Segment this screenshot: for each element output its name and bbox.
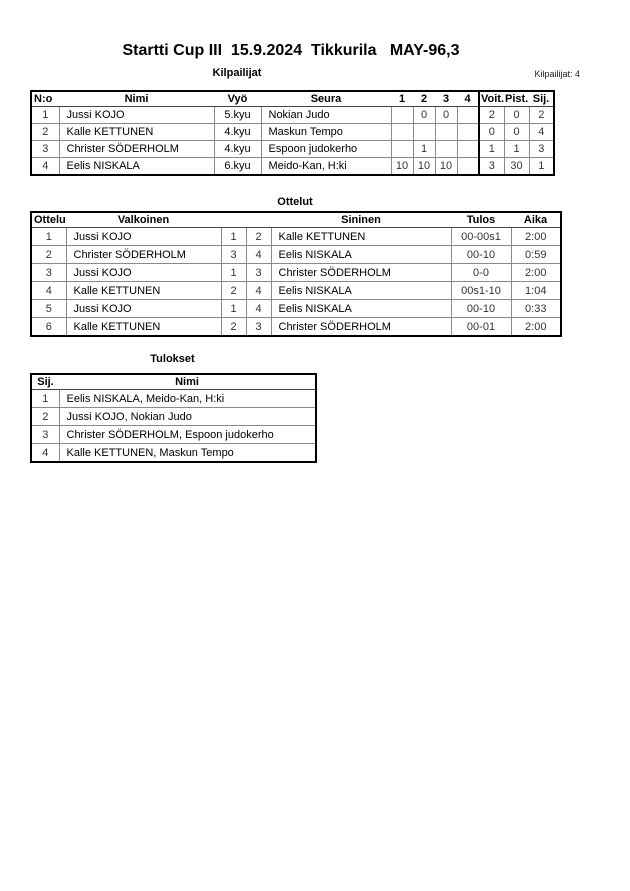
wins: 2 — [479, 107, 504, 124]
result-placement: 3 — [31, 426, 59, 444]
col-header-1: 1 — [391, 91, 413, 107]
col-header-tulos: Tulos — [451, 212, 511, 228]
match-result: 00-10 — [451, 246, 511, 264]
result-row — [31, 444, 316, 463]
competitor-belt: 4.kyu — [214, 124, 261, 141]
placement: 2 — [529, 107, 554, 124]
col-header-voit: Voit. — [481, 93, 505, 105]
wins: 1 — [479, 141, 504, 158]
points: 30 — [504, 158, 529, 176]
score-vs-2 — [413, 124, 435, 141]
placement: 3 — [529, 141, 554, 158]
score-vs-3: 0 — [435, 107, 457, 124]
competitor-count: Kilpailijat: 4 — [534, 69, 580, 79]
score-vs-3 — [435, 141, 457, 158]
section-label-kilpailijat: Kilpailijat — [212, 67, 262, 79]
wins: 0 — [479, 124, 504, 141]
competitor-club: Meido-Kan, H:ki — [261, 158, 391, 176]
blue-name: Christer SÖDERHOLM — [271, 318, 451, 337]
col-header-valkoinen: Valkoinen — [66, 212, 221, 228]
match-number: 1 — [31, 228, 66, 246]
competitor-belt: 5.kyu — [214, 107, 261, 124]
result-row — [31, 390, 316, 408]
competitor-club: Nokian Judo — [261, 107, 391, 124]
col-header-ottelu: Ottelu — [31, 212, 66, 228]
result-name: Jussi KOJO, Nokian Judo — [59, 408, 316, 426]
section-label-tulokset: Tulokset — [150, 353, 195, 365]
white-name: Christer SÖDERHOLM — [66, 246, 221, 264]
blue-number: 3 — [246, 264, 271, 282]
tulokset-header-row — [31, 374, 316, 390]
col-header-2: 2 — [413, 91, 435, 107]
result-row — [31, 426, 316, 444]
result-placement: 4 — [31, 444, 59, 463]
competitor-number: 2 — [31, 124, 59, 141]
competitor-row — [31, 141, 554, 158]
match-number: 6 — [31, 318, 66, 337]
competitor-name: Kalle KETTUNEN — [59, 124, 214, 141]
col-header-sij: Sij. — [529, 91, 554, 107]
match-time: 2:00 — [511, 228, 561, 246]
ottelut-table — [30, 211, 562, 337]
match-time: 0:33 — [511, 300, 561, 318]
competitor-name: Jussi KOJO — [59, 107, 214, 124]
score-vs-1 — [391, 141, 413, 158]
white-name: Kalle KETTUNEN — [66, 282, 221, 300]
col-header-nimi: Nimi — [59, 91, 214, 107]
blue-name: Eelis NISKALA — [271, 246, 451, 264]
competitor-row — [31, 124, 554, 141]
match-result: 0-0 — [451, 264, 511, 282]
score-vs-4 — [457, 158, 479, 176]
white-number: 1 — [221, 228, 246, 246]
result-placement: 1 — [31, 390, 59, 408]
section-label-ottelut: Ottelut — [277, 196, 313, 208]
match-result: 00-10 — [451, 300, 511, 318]
match-time: 2:00 — [511, 318, 561, 337]
blue-name: Christer SÖDERHOLM — [271, 264, 451, 282]
blue-name: Eelis NISKALA — [271, 282, 451, 300]
result-name: Christer SÖDERHOLM, Espoon judokerho — [59, 426, 316, 444]
col-header-aika: Aika — [511, 212, 561, 228]
match-number: 2 — [31, 246, 66, 264]
white-number: 2 — [221, 282, 246, 300]
competitor-name: Christer SÖDERHOLM — [59, 141, 214, 158]
col-header-sij: Sij. — [31, 374, 59, 390]
competitor-number: 4 — [31, 158, 59, 176]
result-row — [31, 408, 316, 426]
match-row — [31, 318, 561, 337]
competitor-number: 3 — [31, 141, 59, 158]
col-header-sininen: Sininen — [271, 212, 451, 228]
placement: 4 — [529, 124, 554, 141]
col-header-no: N:o — [31, 91, 59, 107]
score-vs-1 — [391, 124, 413, 141]
result-name: Eelis NISKALA, Meido-Kan, H:ki — [59, 390, 316, 408]
white-number: 1 — [221, 300, 246, 318]
match-time: 2:00 — [511, 264, 561, 282]
score-vs-3: 10 — [435, 158, 457, 176]
result-placement: 2 — [31, 408, 59, 426]
score-vs-3 — [435, 124, 457, 141]
match-number: 5 — [31, 300, 66, 318]
match-time: 1:04 — [511, 282, 561, 300]
blue-number: 4 — [246, 282, 271, 300]
score-vs-2: 0 — [413, 107, 435, 124]
match-row — [31, 228, 561, 246]
competitor-row — [31, 158, 554, 176]
col-header-white-number — [221, 212, 246, 228]
match-row — [31, 246, 561, 264]
white-number: 3 — [221, 246, 246, 264]
competitor-belt: 4.kyu — [214, 141, 261, 158]
blue-number: 4 — [246, 300, 271, 318]
col-header-blue-number — [246, 212, 271, 228]
col-header-3: 3 — [435, 91, 457, 107]
competitor-name: Eelis NISKALA — [59, 158, 214, 176]
col-header-vyo: Vyö — [214, 91, 261, 107]
col-header-nimi: Nimi — [59, 374, 316, 390]
wins: 3 — [479, 158, 504, 176]
competitor-club: Maskun Tempo — [261, 124, 391, 141]
white-number: 2 — [221, 318, 246, 337]
tulokset-table — [30, 373, 317, 463]
match-row — [31, 264, 561, 282]
blue-name: Kalle KETTUNEN — [271, 228, 451, 246]
points: 1 — [504, 141, 529, 158]
match-number: 4 — [31, 282, 66, 300]
kilpailijat-table — [30, 90, 555, 176]
white-name: Jussi KOJO — [66, 264, 221, 282]
white-name: Jussi KOJO — [66, 228, 221, 246]
score-vs-1 — [391, 107, 413, 124]
score-vs-1: 10 — [391, 158, 413, 176]
white-number: 1 — [221, 264, 246, 282]
score-vs-2: 10 — [413, 158, 435, 176]
match-number: 3 — [31, 264, 66, 282]
white-name: Jussi KOJO — [66, 300, 221, 318]
match-result: 00-00s1 — [451, 228, 511, 246]
score-vs-4 — [457, 124, 479, 141]
white-name: Kalle KETTUNEN — [66, 318, 221, 337]
blue-number: 3 — [246, 318, 271, 337]
page-title: Startti Cup III 15.9.2024 Tikkurila MAY-96,3 — [122, 42, 460, 59]
match-row — [31, 282, 561, 300]
ottelut-header-row — [31, 212, 561, 228]
competitor-club: Espoon judokerho — [261, 141, 391, 158]
score-vs-2: 1 — [413, 141, 435, 158]
competitor-belt: 6.kyu — [214, 158, 261, 176]
blue-number: 4 — [246, 246, 271, 264]
col-header-4: 4 — [457, 91, 479, 107]
kilpailijat-header-row — [31, 91, 554, 107]
match-row — [31, 300, 561, 318]
match-result: 00-01 — [451, 318, 511, 337]
col-header-pist: Pist. — [505, 93, 529, 105]
blue-number: 2 — [246, 228, 271, 246]
col-header-seura: Seura — [261, 91, 391, 107]
match-result: 00s1-10 — [451, 282, 511, 300]
score-vs-4 — [457, 141, 479, 158]
points: 0 — [504, 107, 529, 124]
competitor-row — [31, 107, 554, 124]
match-time: 0:59 — [511, 246, 561, 264]
placement: 1 — [529, 158, 554, 176]
score-vs-4 — [457, 107, 479, 124]
competitor-number: 1 — [31, 107, 59, 124]
points: 0 — [504, 124, 529, 141]
blue-name: Eelis NISKALA — [271, 300, 451, 318]
result-name: Kalle KETTUNEN, Maskun Tempo — [59, 444, 316, 463]
